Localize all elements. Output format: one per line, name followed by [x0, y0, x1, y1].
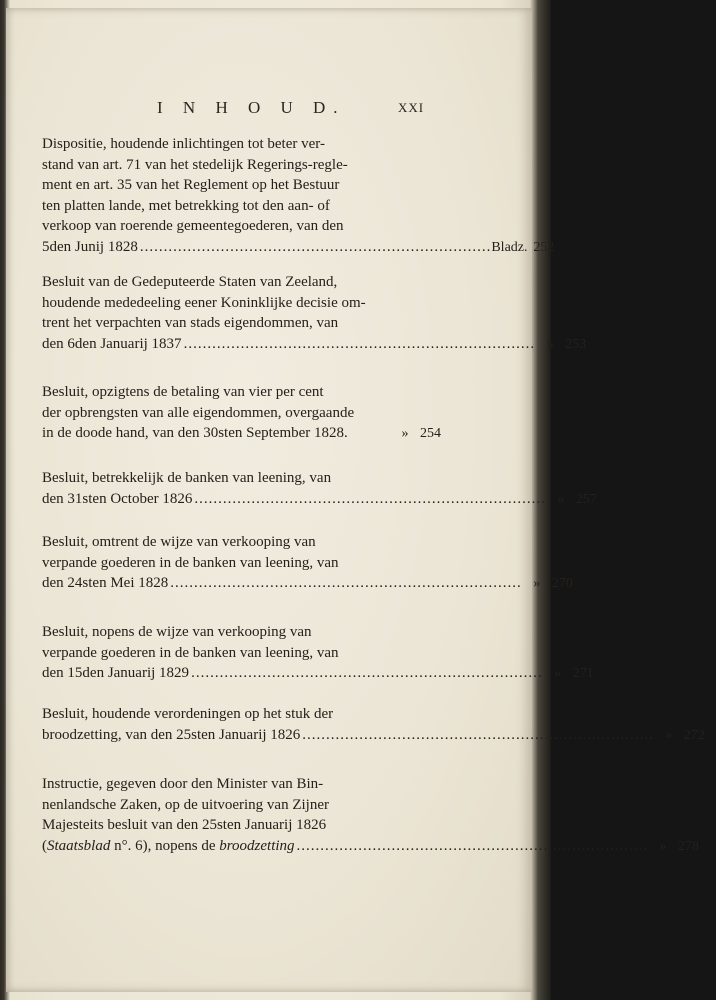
- entry-last-line: [42, 725, 705, 746]
- header-page-number: XXI: [398, 100, 425, 115]
- entry-date: 5den Junij 1828: [42, 238, 138, 255]
- entry-line: Besluit, omtrent de wijze van verkooping van: [42, 534, 316, 550]
- entry-line: ten platten lande, met betrekking tot den aan- of: [42, 197, 330, 214]
- ditto-mark: »: [533, 576, 541, 592]
- toc-entry: [42, 704, 705, 745]
- toc-entry: [42, 622, 594, 684]
- entry-last-line: [42, 489, 597, 510]
- entry-line: Instructie, gegeven door den Minister van Bin-: [42, 776, 324, 792]
- toc-entry: [42, 272, 587, 354]
- entry-line: Besluit, nopens de wijze van verkooping van: [42, 624, 312, 640]
- entry-line: houdende mededeeling eener Koninklijke decisie om-: [42, 294, 366, 311]
- toc-entry: [42, 532, 573, 594]
- entry-date: den 6den Januarij 1837: [42, 335, 182, 352]
- page-number: 254: [420, 426, 441, 442]
- page-number: 252: [533, 239, 555, 255]
- citation-open: (: [42, 837, 47, 854]
- entry-last-line: [42, 334, 587, 355]
- citation-number: n°. 6), nopens de: [110, 837, 220, 854]
- ditto-mark: »: [401, 426, 409, 442]
- page-number: 278: [678, 838, 700, 854]
- entry-line: verkoop van roerende gemeentegoederen, van den: [42, 218, 344, 235]
- page-number: 270: [551, 576, 573, 592]
- entry-line: ment en art. 35 van het Reglement op het Bestuur: [42, 177, 340, 194]
- entry-last-line: [42, 663, 594, 684]
- entry-line: verpande goederen in de banken van leening, van: [42, 554, 339, 571]
- ditto-mark: »: [665, 727, 673, 743]
- dot-leader: ..........................................................................: [191, 665, 543, 682]
- entry-line: Besluit, houdende verordeningen op het stuk der: [42, 706, 334, 722]
- dot-leader: ..........................................................................: [302, 726, 654, 743]
- entry-line: Besluit van de Gedeputeerde Staten van Zeeland,: [42, 274, 338, 290]
- toc-entry: [42, 382, 452, 444]
- citation-broodzetting: broodzetting: [219, 837, 295, 854]
- citation-staatsblad: Staatsblad: [47, 837, 111, 854]
- dot-leader: ..........................................................................: [139, 238, 492, 255]
- ditto-mark: »: [554, 666, 562, 682]
- entry-line: Besluit, opzigtens de betaling van vier per cent: [42, 384, 324, 400]
- header-title: I N H O U D.: [157, 98, 346, 117]
- toc-entry: [42, 134, 555, 258]
- dot-leader: ..........................................................................: [170, 575, 522, 592]
- entry-date: den 15den Januarij 1829: [42, 665, 190, 682]
- entry-last-line: [42, 573, 573, 594]
- page-number: 253: [565, 336, 587, 352]
- toc-entry: [42, 774, 700, 856]
- book-page: [6, 8, 705, 992]
- entry-date: broodzetting, van den 25sten Januarij 1826: [42, 726, 301, 743]
- entry-line: Besluit, betrekkelijk de banken van leening, van: [42, 470, 332, 486]
- entry-line: Dispositie, houdende inlichtingen tot beter ver-: [42, 136, 325, 152]
- entry-last-line: [42, 237, 555, 258]
- entry-citation: [42, 836, 295, 857]
- entry-date: den 24sten Mei 1828: [42, 575, 169, 592]
- ditto-mark: »: [659, 838, 667, 854]
- page-number: 272: [683, 727, 705, 743]
- page-ref-label: Bladz.: [491, 239, 528, 255]
- entry-line: stand van art. 71 van het stedelijk Regerings-regle-: [42, 156, 348, 173]
- entry-last-line: [42, 423, 452, 444]
- entry-line: Majesteits besluit van den 25sten Januarij 1826: [42, 817, 327, 834]
- dot-leader: ..........................................................................: [183, 335, 536, 352]
- page-number: 271: [572, 666, 594, 682]
- running-header: [6, 98, 532, 122]
- entry-last-line: [42, 836, 700, 857]
- page-number: 257: [575, 491, 597, 507]
- entry-date: in de doode hand, van den 30sten September 1828.: [42, 425, 348, 442]
- ditto-mark: »: [546, 336, 554, 352]
- dot-leader: ..........................................................................: [194, 490, 546, 507]
- toc-entry: [42, 468, 597, 509]
- entry-line: der opbrengsten van alle eigendommen, overgaande: [42, 404, 355, 421]
- ditto-mark: »: [557, 491, 565, 507]
- dot-leader: ..........................................................................: [296, 837, 649, 854]
- entry-date: den 31sten October 1826: [42, 490, 193, 507]
- entry-line: trent het verpachten van stads eigendommen, van: [42, 315, 339, 332]
- entry-line: verpande goederen in de banken van leening, van: [42, 644, 339, 661]
- entry-line: nenlandsche Zaken, op de uitvoering van Zijner: [42, 796, 329, 813]
